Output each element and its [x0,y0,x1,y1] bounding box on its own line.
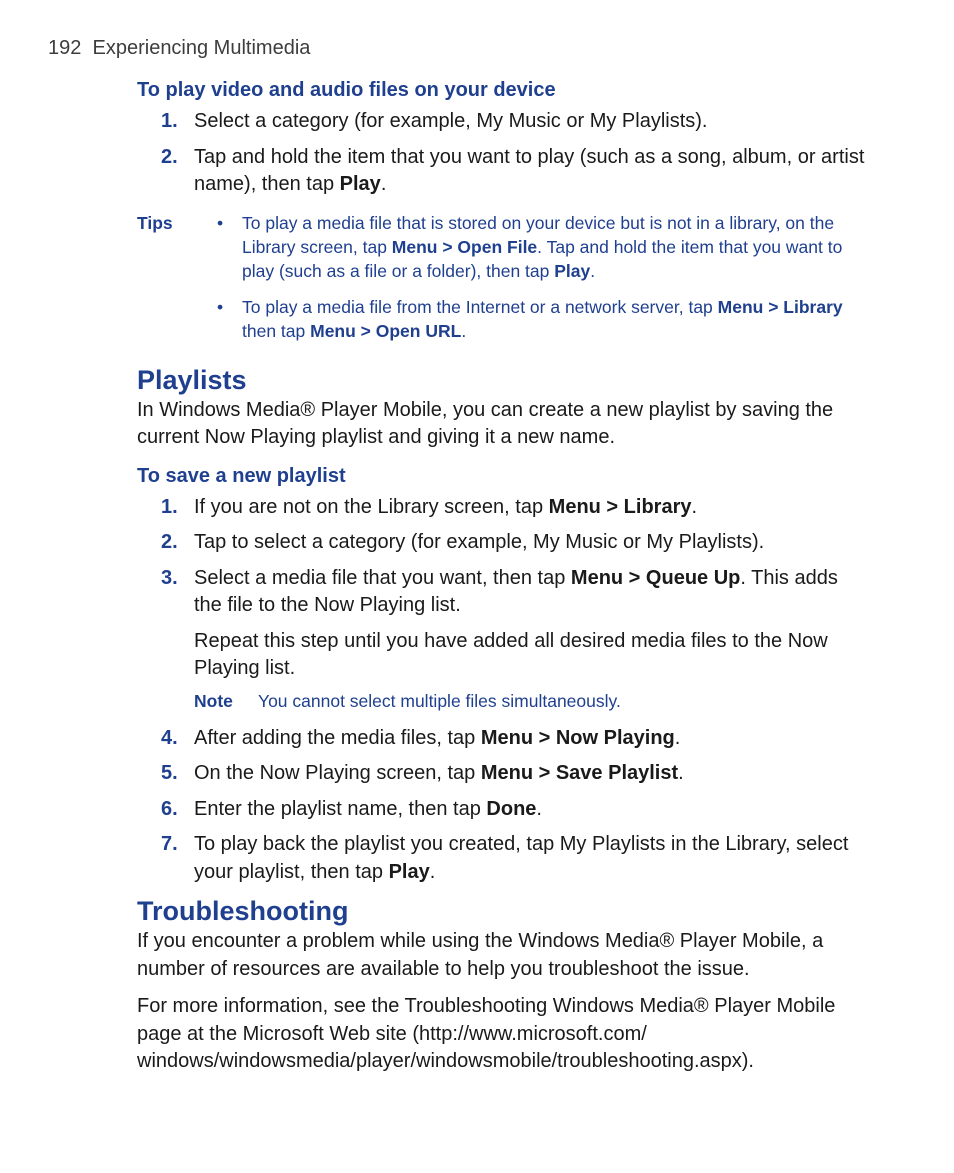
step-text: Enter the playlist name, then tap Done. [194,797,542,820]
step-number: 6. [161,797,178,820]
save-playlist-title: To save a new playlist [137,464,346,487]
step-number: 2. [161,531,178,553]
step-number: 1. [161,495,178,518]
tips-label: Tips [137,212,173,233]
step-number: 4. [161,726,178,749]
list-item [137,831,867,886]
tips-block [137,211,867,355]
step-text: To play back the playlist you created, tap My Playlists in the Library, select your playlist, then tap Play. [194,833,849,883]
step-number: 5. [161,762,178,784]
tip-item [217,295,867,343]
bullet-icon: • [217,212,224,233]
step-text: If you are not on the Library screen, tap Menu > Library. [194,495,698,518]
troubleshooting-heading: Troubleshooting [137,896,349,926]
list-item [137,494,867,522]
step-continuation: Repeat this step until you have added all desired media files to the Now Playing list. [194,629,828,679]
save-playlist-steps [137,494,867,620]
step-number: 2. [161,145,178,168]
section-title: Experiencing Multimedia [92,37,311,59]
bullet-icon: • [217,296,224,317]
playlists-intro: In Windows Media® Player Mobile, you can create a new playlist by saving the current Now Playing playlist and giving it a new name. [137,398,834,448]
page-number: 192 [48,37,82,59]
step-text: Tap and hold the item that you want to play (such as a song, album, or artist name), then tap Play. [194,145,865,195]
step-number: 3. [161,566,178,589]
troubleshooting-para-2: For more information, see the Troubleshooting Windows Media® Player Mobile page at the Microsoft Web site (http://www.microsoft.com/ windows/windowsmedia/player/windowsmobile/troubleshooting.aspx). [137,995,836,1072]
step-text: Tap to select a category (for example, My Music or My Playlists). [194,531,765,553]
play-procedure-title: To play video and audio files on your device [137,79,556,101]
list-item [137,796,867,824]
save-playlist-steps-continued [137,725,867,887]
page-content [137,76,867,1086]
step-number: 1. [161,110,178,132]
tips-list [217,211,867,355]
playlists-heading: Playlists [137,364,247,395]
step-text: After adding the media files, tap Menu > Now Playing. [194,726,681,749]
list-item [137,529,867,557]
troubleshooting-para-1: If you encounter a problem while using the Windows Media® Player Mobile, a number of resources are available to help you troubleshoot the issue. [137,930,824,980]
tip-text: To play a media file from the Internet or a network server, tap Menu > Library then tap Menu > Open URL. [242,296,843,341]
note-text: You cannot select multiple files simultaneously. [258,690,621,711]
list-item [137,144,867,199]
note-label: Note [194,690,233,711]
list-item [137,565,867,620]
list-item [137,725,867,753]
tip-item [217,211,867,283]
step-text: Select a category (for example, My Music or My Playlists). [194,110,708,132]
list-item [137,108,867,136]
play-steps [137,108,867,199]
page-header [48,37,310,60]
list-item [137,760,867,788]
step-text: On the Now Playing screen, tap Menu > Save Playlist. [194,762,684,784]
tip-text: To play a media file that is stored on your device but is not in a library, on the Library screen, tap Menu > Open File. Tap and hold the item that you want to play (such as a file or a folder), then tap Play. [242,212,843,281]
step-text: Select a media file that you want, then tap Menu > Queue Up. This adds the file to the Now Playing list. [194,566,838,616]
step-number: 7. [161,833,178,855]
note-block [194,689,867,713]
